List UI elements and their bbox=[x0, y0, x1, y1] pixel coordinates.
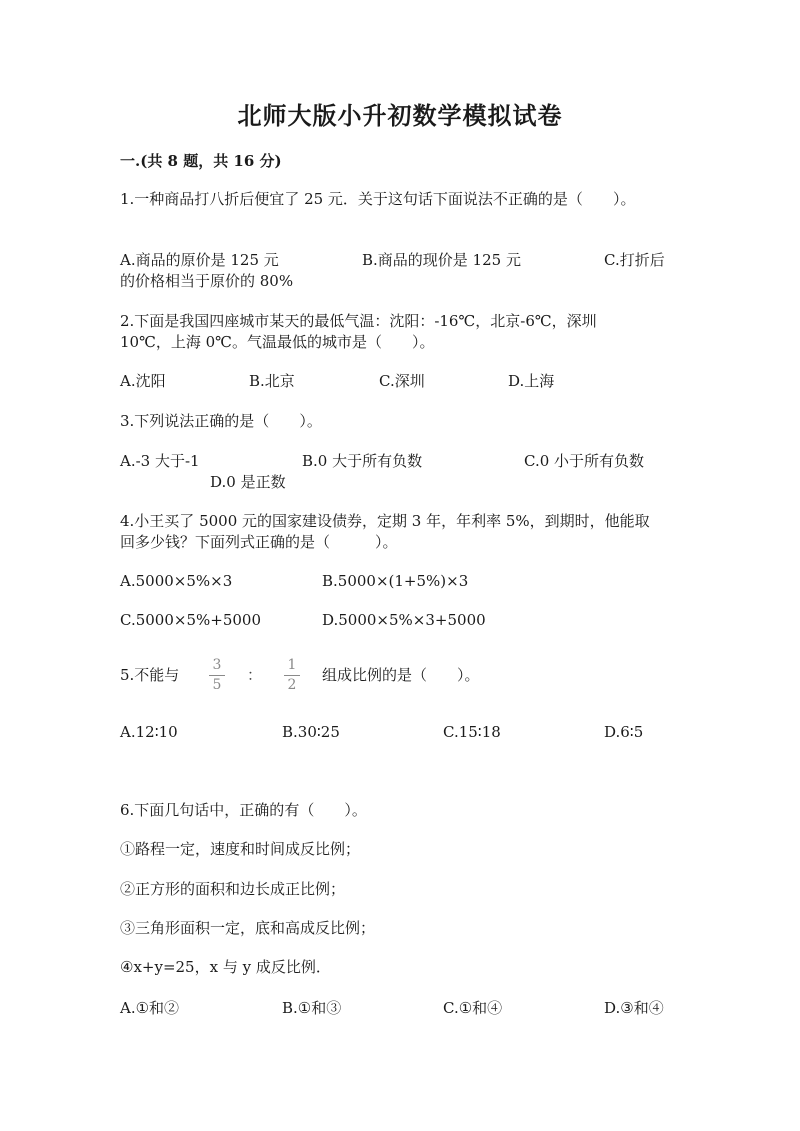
question-5-option-c: C.15∶18 bbox=[443, 723, 501, 741]
question-4-option-c: C.5000×5%+5000 bbox=[120, 611, 261, 629]
question-1-stem: 1.一种商品打八折后便宜了 25 元．关于这句话下面说法不正确的是（ ）。 bbox=[120, 190, 636, 208]
question-5-fraction-1 bbox=[205, 657, 229, 694]
question-2-stem-line-2: 10℃，上海 0℃。气温最低的城市是（ ）。 bbox=[120, 333, 435, 351]
question-1-option-b: B.商品的现价是 125 元 bbox=[362, 251, 521, 269]
question-6-statement-3: ③三角形面积一定，底和高成反比例； bbox=[120, 919, 376, 937]
question-5-option-a: A.12∶10 bbox=[120, 723, 178, 741]
question-4-stem-line-2: 回多少钱？下面列式正确的是（ ）。 bbox=[120, 533, 398, 551]
question-6-stem: 6.下面几句话中，正确的有（ ）。 bbox=[120, 801, 367, 819]
fraction-1-denominator: 5 bbox=[212, 677, 222, 693]
fraction-2-denominator: 2 bbox=[287, 677, 297, 693]
question-4-option-d: D.5000×5%×3+5000 bbox=[322, 611, 486, 629]
question-6-statement-1: ①路程一定，速度和时间成反比例； bbox=[120, 840, 361, 858]
question-3-option-c: C.0 小于所有负数 bbox=[524, 452, 645, 470]
question-6-option-b: B.①和③ bbox=[282, 999, 342, 1017]
question-3-stem: 3.下列说法正确的是（ ）。 bbox=[120, 412, 322, 430]
question-1-option-a: A.商品的原价是 125 元 bbox=[120, 251, 279, 269]
page-title: 北师大版小升初数学模拟试卷 bbox=[237, 102, 563, 130]
question-1-option-c: C.打折后 bbox=[604, 251, 665, 269]
question-6-option-c: C.①和④ bbox=[443, 999, 503, 1017]
question-4-option-b: B.5000×(1+5%)×3 bbox=[322, 572, 469, 590]
section-heading: 一.(共 8 题，共 16 分) bbox=[120, 152, 282, 170]
question-3-option-d: D.0 是正数 bbox=[210, 473, 286, 491]
question-2-stem-line-1: 2.下面是我国四座城市某天的最低气温：沈阳：-16℃，北京-6℃，深圳 bbox=[120, 312, 597, 330]
fraction-1-bar bbox=[209, 675, 225, 676]
question-3-option-a: A.-3 大于-1 bbox=[120, 452, 200, 470]
question-4-option-a: A.5000×5%×3 bbox=[120, 572, 233, 590]
question-3-option-b: B.0 大于所有负数 bbox=[302, 452, 423, 470]
question-6-option-a: A.①和② bbox=[120, 999, 180, 1017]
question-6-option-d: D.③和④ bbox=[604, 999, 664, 1017]
question-2-option-b: B.北京 bbox=[249, 372, 295, 390]
question-2-option-c: C.深圳 bbox=[379, 372, 425, 390]
question-5-ratio-colon: ： bbox=[247, 666, 263, 684]
question-6-statement-2: ②正方形的面积和边长成正比例； bbox=[120, 880, 346, 898]
question-2-option-a: A.沈阳 bbox=[120, 372, 166, 390]
question-2-option-d: D.上海 bbox=[508, 372, 555, 390]
question-5-suffix: 组成比例的是（ ）。 bbox=[322, 666, 480, 684]
question-6-statement-4: ④x+y=25，x 与 y 成反比例． bbox=[120, 958, 331, 976]
question-1-option-c-continued: 的价格相当于原价的 80% bbox=[120, 272, 294, 290]
question-5-fraction-2 bbox=[280, 657, 304, 694]
question-5-prefix: 5.不能与 bbox=[120, 666, 180, 684]
fraction-2-bar bbox=[284, 675, 300, 676]
question-5-option-b: B.30∶25 bbox=[282, 723, 340, 741]
fraction-1-numerator: 3 bbox=[212, 657, 222, 673]
question-4-stem-line-1: 4.小王买了 5000 元的国家建设债券，定期 3 年，年利率 5%，到期时，他能取 bbox=[120, 512, 650, 530]
fraction-2-numerator: 1 bbox=[287, 657, 297, 673]
question-5-option-d: D.6∶5 bbox=[604, 723, 644, 741]
